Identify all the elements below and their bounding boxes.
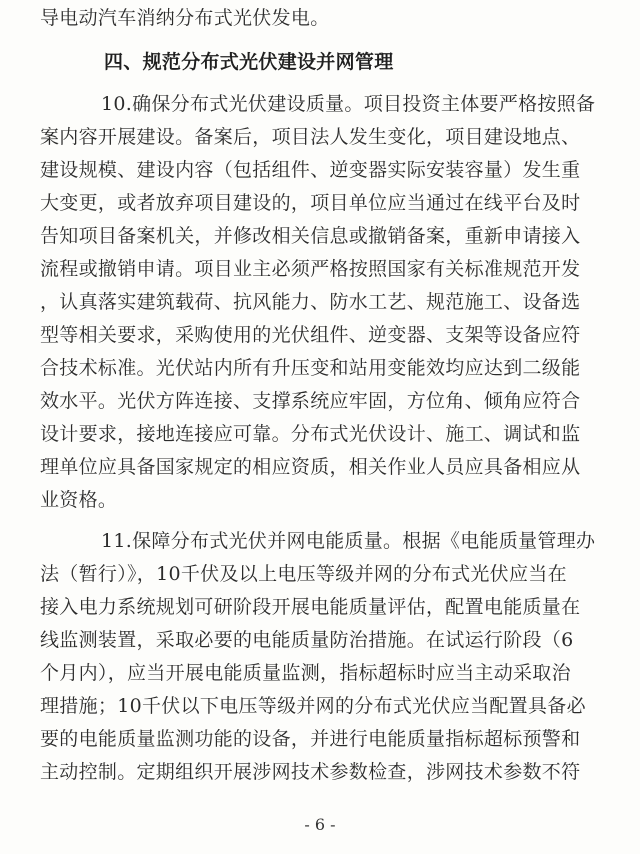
paragraph-line: ，认真落实建筑载荷、抗风能力、防水工艺、规范施工、设备选 [40, 291, 581, 313]
paragraph-line: 个月内），应当开展电能质量监测，指标超标时应当主动采取治 [40, 662, 571, 684]
paragraph-line: 接入电力系统规划可研阶段开展电能质量评估，配置电能质量在 [40, 596, 581, 618]
paragraph-line: 流程或撤销申请。项目业主必须严格按照国家有关标准规范开发 [40, 258, 581, 280]
paragraph-line: 法（暂行）》，10千伏及以上电压等级并网的分布式光伏应当在 [40, 563, 567, 585]
section-heading: 四、规范分布式光伏建设并网管理 [104, 51, 394, 73]
paragraph-line: 建设规模、建设内容（包括组件、逆变器实际安装容量）发生重 [40, 159, 581, 181]
paragraph-line: 理措施；10千伏以下电压等级并网的分布式光伏应当配置具备必 [40, 695, 586, 717]
paragraph-line: 型等相关要求，采购使用的光伏组件、逆变器、支架等设备应符 [40, 324, 581, 346]
paragraph-line: 效水平。光伏方阵连接、支撑系统应牢固，方位角、倾角应符合 [40, 390, 581, 412]
paragraph-line: 告知项目备案机关，并修改相关信息或撤销备案，重新申请接入 [40, 225, 581, 247]
paragraph-line: 设计要求，接地连接应可靠。分布式光伏设计、施工、调试和监 [40, 423, 581, 445]
paragraph-line: 主动控制。定期组织开展涉网技术参数检查，涉网技术参数不符 [40, 761, 581, 783]
paragraph-line: 导电动汽车消纳分布式光伏发电。 [40, 7, 330, 29]
page-number: - 6 - [304, 815, 336, 834]
paragraph-line: 要的电能质量监测功能的设备，并进行电能质量指标超标预警和 [40, 728, 581, 750]
paragraph-line: 10.确保分布式光伏建设质量。项目投资主体要严格按照备 [101, 93, 596, 115]
paragraph-line: 案内容开展建设。备案后，项目法人发生变化，项目建设地点、 [40, 126, 581, 148]
paragraph-line: 业资格。 [40, 489, 118, 511]
paragraph-line: 合技术标准。光伏站内所有升压变和站用变能效均应达到二级能 [40, 357, 581, 379]
paragraph-line: 大变更，或者放弃项目建设的，项目单位应当通过在线平台及时 [40, 192, 581, 214]
paragraph-line: 线监测装置，采取必要的电能质量防治措施。在试运行阶段（6 [40, 629, 574, 651]
paragraph-line: 11.保障分布式光伏并网电能质量。根据《电能质量管理办 [101, 530, 596, 552]
paragraph-line: 理单位应具备国家规定的相应资质，相关作业人员应具备相应从 [40, 456, 581, 478]
